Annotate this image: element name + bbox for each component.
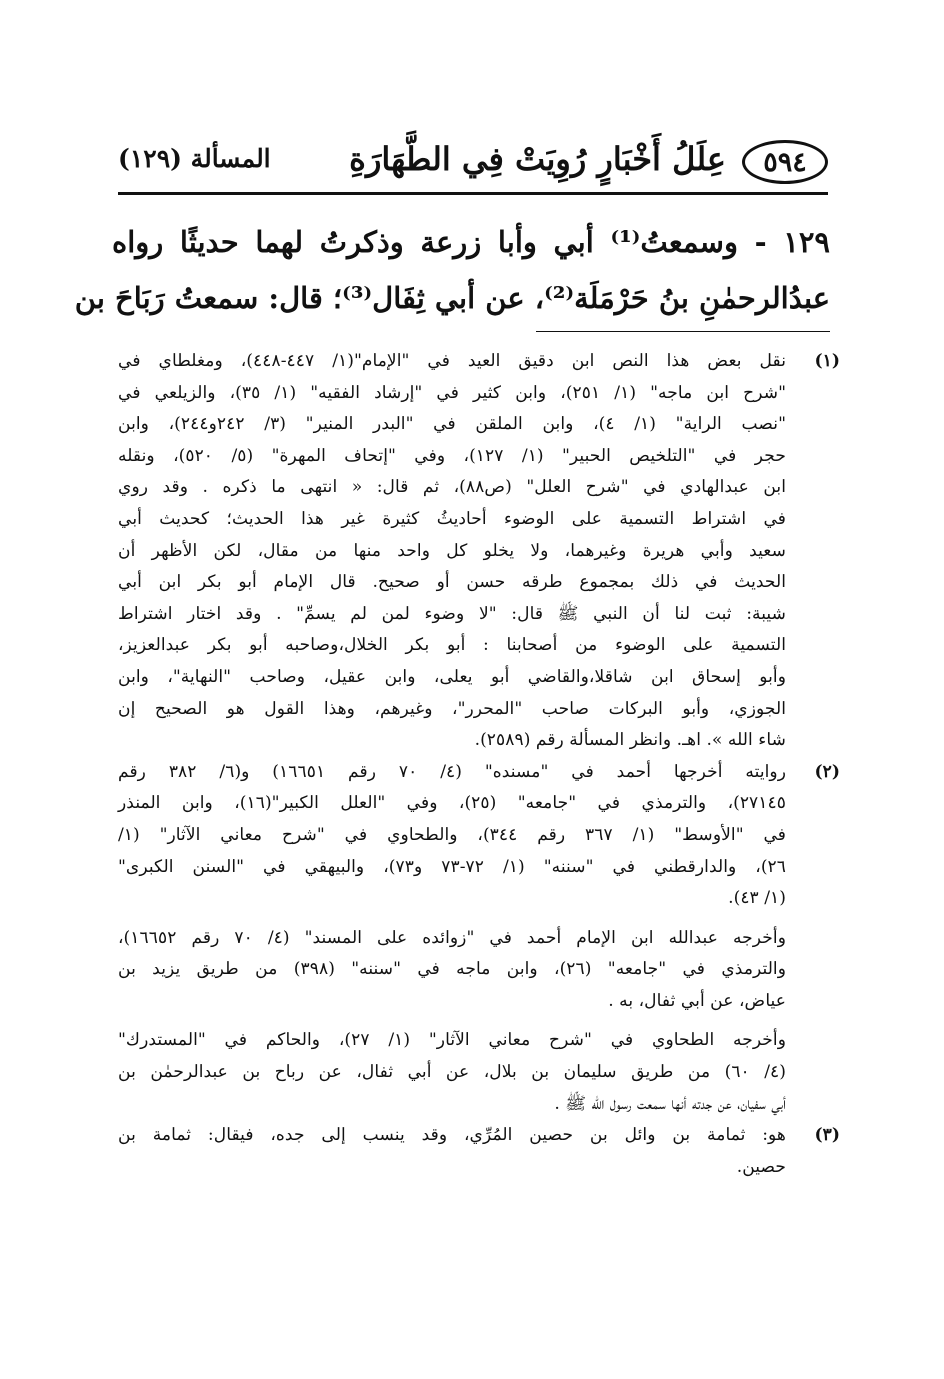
footnote-line: حجر في "التلخيص الحبير" (١/ ١٢٧)، وفي "إتحاف المهرة" (٥/ ٥٢٠)، ونقله (118, 445, 786, 466)
page-number: ٥٩٤ (742, 140, 828, 184)
footnote-divider (536, 331, 830, 332)
footnote (118, 757, 840, 1121)
footnote-line: "نصب الراية" (١/ ٤)، وابن الملقن في "البدر المنير" (٣/ ٢٤٢و٢٤٤)، وابن (118, 414, 786, 435)
footnote (118, 346, 840, 757)
footnote-line: وأخرجه الطحاوي في "شرح معاني الآثار" (١/ ٢٧)، والحاكم في "المستدرك" (118, 1030, 787, 1051)
footnote-line: (٤/ ٦٠) من طريق سليمان بن بلال، عن أبي ثفال، عن رباح بن عبدالرحمٰن بن (118, 1062, 786, 1083)
footnote-line: الحديث في ذلك بمجموع طرقه حسن أو صحيح. قال الإمام أبو بكر ابن أبي (118, 572, 786, 593)
footnote-line: شيبة: ثبت لنا أن النبي ﷺ قال: "لا وضوء لمن لم يسمِّ" . وقد اختار اشتراط (118, 603, 786, 624)
footnote-line: روايته أخرجها أحمد في "مسنده" (٤/ ٧٠ رقم ١٦٦٥١) و(٦/ ٣٨٢ رقم (118, 761, 786, 782)
footnote-line: "شرح ابن ماجه" (١/ ٢٥١)، وابن كثير في "إرشاد الفقيه" (١/ ٣٥)، والزيلعي في (118, 382, 787, 403)
footnote-number: (٢) (814, 761, 840, 782)
main-text (74, 214, 831, 326)
footnote (118, 1120, 840, 1183)
footnote-line: في "الأوسط" (١/ ٣٦٧ رقم ٣٤٤)، والطحاوي في "شرح معاني الآثار" (١/ (118, 824, 786, 845)
footnote-line: التسمية على الوضوء من أصحابنا : أبو بكر الخلال،وصاحبه أبو بكر عبدالعزيز، (118, 635, 786, 656)
footnote-line: وأبو إسحاق ابن شاقلا،والقاضي أبو يعلى، وابن عقيل، وصاحب "النهاية"، وابن (118, 666, 786, 687)
book-title: عِلَلُ أَخْبَارٍ رُوِيَتْ فِي الطَّهَارَةِ (349, 140, 726, 178)
main-text-line: ١٢٩ - وسمعتُ⁽¹⁾ أبي وأبا زرعة وذكرتُ لهما حديثًا رواه (112, 225, 831, 259)
footnote-line: ٢٧١٤٥)، والترمذي في "جامعه" (٢٥)، وفي "العلل الكبير"(١٦)، وابن المنذر (118, 793, 786, 814)
footnote-line: الجوزي، وأبو البركات صاحب "المحرر"، وغيرهم، وهذا القول هو الصحيح إن (118, 698, 786, 719)
footnote-line: (١/ ٤٣). (728, 888, 786, 909)
footnote-line: شاء الله ». اهـ. وانظر المسألة رقم (٢٥٨٩). (474, 730, 786, 751)
footnote-line: حصين. (736, 1156, 786, 1177)
footnote-number: (٣) (814, 1125, 840, 1146)
footnote-line: ابن عبدالهادي في "شرح العلل" (ص٨٨)، ثم قال: « انتهى ما ذكره . وقد روي (118, 477, 786, 498)
footnote-number: (١) (814, 351, 840, 371)
footnote-line: والترمذي في "جامعه" (٢٦)، وابن ماجه في "سننه" (٣٩٨) من طريق يزيد بن (118, 959, 787, 980)
footnotes (118, 346, 840, 1183)
paragraph-gap (118, 1017, 786, 1025)
main-text-line: عبدُالرحمٰنِ بنُ حَرْمَلَة⁽²⁾، عن أبي ثِفَال⁽³⁾؛ قال: سمعتُ رَبَاحَ بن (74, 281, 830, 315)
footnote-line: نقل بعض هذا النص ابن دقيق العيد في "الإمام"(١/ ٤٤٧-٤٤٨)، ومغلطاي في (118, 351, 786, 371)
footnote-line: وأخرجه عبدالله ابن الإمام أحمد في "زوائده على المسند" (٤/ ٧٠ رقم ١٦٦٥٢)، (118, 927, 786, 948)
footnote-line: هو: ثمامة بن وائل بن حصين المُرِّي، وقد ينسب إلى جده، فيقال: ثمامة بن (118, 1125, 786, 1146)
footnote-line: ٢٦)، والدارقطني في "سننه" (١/ ٧٢-٧٣ و٧٣)، والبيهقي في "السنن الكبرى" (118, 856, 786, 877)
footnote-line: أبي سفيان، عن جدته أنها سمعت رسول الله ﷺ . (554, 1093, 786, 1114)
paragraph-gap (118, 915, 786, 923)
header-divider (118, 192, 828, 195)
page-header (118, 138, 828, 190)
issue-number: المسألة (١٢٩) (118, 144, 271, 173)
footnote-line: عياض، عن أبي ثفال، به . (608, 990, 786, 1011)
footnote-line: في اشتراط التسمية على الوضوء أحاديثُ كثيرة غير هذا الحديث؛ كحديث أبي (118, 508, 786, 529)
footnote-line: سعيد وأبي هريرة وغيرهما، ولا يخلو كل واحد منها من مقال، لكن الأظهر أن (118, 540, 786, 561)
